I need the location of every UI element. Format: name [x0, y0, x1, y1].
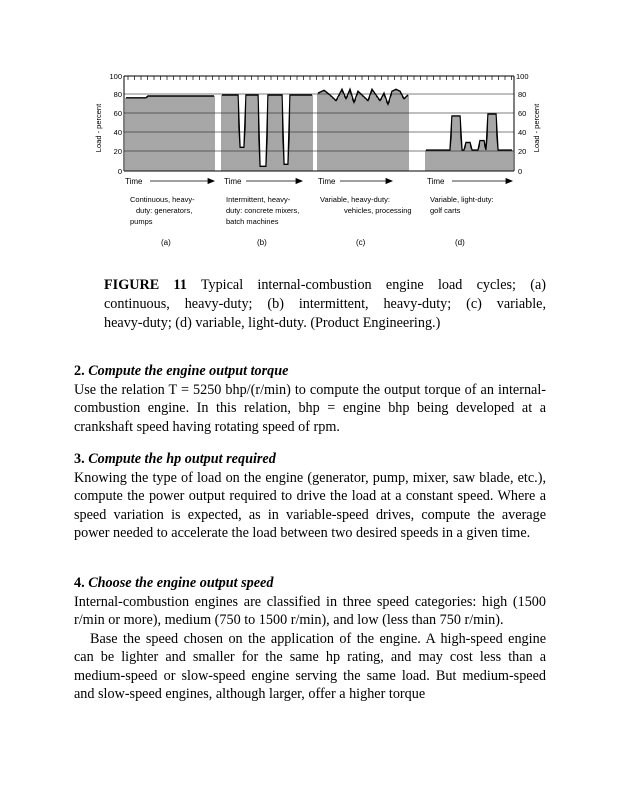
section-3-title: Compute the hp output required: [88, 451, 276, 467]
left-tick-80: 80: [113, 90, 122, 99]
panel-c-time-label: Time: [318, 177, 336, 186]
load-cycle-figure: [88, 68, 548, 253]
panel-a-desc-3: pumps: [130, 217, 153, 226]
panel-a-desc-2: duty: generators,: [136, 206, 193, 215]
caption-line-3: heavy-duty; (d) variable, light-duty. (Product Engineering.): [104, 315, 441, 331]
section-4-number: 4.: [74, 575, 85, 591]
right-tick-80: 80: [518, 90, 527, 99]
section-4-body: Internal-combustion engines are classified in three speed categories: high (1500 r/min or more), medium (750 to 1500 r/min), and low (less than 750 r/min).: [74, 593, 546, 628]
panel-d-time-label: Time: [427, 177, 445, 186]
section-2: [74, 362, 546, 436]
panel-a-desc-1: Continuous, heavy-: [130, 195, 195, 204]
panel-d-desc-1: Variable, light-duty:: [430, 195, 494, 204]
panel-b-desc-1: Intermittent, heavy-: [226, 195, 291, 204]
panel-a-tag: (a): [161, 238, 171, 247]
left-tick-0: 0: [117, 167, 122, 176]
section-2-body: Use the relation T = 5250 bhp/(r/min) to compute the output torque of an internal-combustion engine. In this relation, bhp = engine bhp being developed at a crankshaft speed having rotating speed of rpm.: [74, 381, 546, 435]
panel-c-desc-2: vehicles, processing: [344, 206, 412, 215]
caption-label: FIGURE 11: [104, 277, 187, 293]
panel-d-desc-2: golf carts: [430, 206, 461, 215]
right-tick-20: 20: [518, 147, 527, 156]
caption-line-2: continuous, heavy-duty; (b) intermittent, heavy-duty; (c) variable,: [104, 296, 546, 312]
section-3: [74, 450, 546, 543]
section-3-heading: [74, 450, 546, 469]
plot-frame: [124, 76, 514, 171]
panel-b-bar-outline: [222, 95, 312, 166]
left-axis-title: Load - percent: [94, 103, 103, 153]
section-4-heading: [74, 574, 546, 593]
section-2-title: Compute the engine output torque: [88, 363, 289, 379]
caption-line-1-text: Typical internal-combustion engine load cycles; (a): [200, 277, 546, 293]
panel-b-desc-3: batch machines: [226, 217, 279, 226]
caption-line-1: [104, 276, 546, 295]
top-axis-ticks: [128, 76, 512, 80]
section-2-heading: [74, 362, 546, 381]
section-3-number: 3.: [74, 451, 85, 467]
right-tick-0: 0: [518, 167, 523, 176]
panel-c-tag: (c): [356, 238, 366, 247]
right-tick-100: 100: [516, 72, 529, 81]
panel-b-desc-2: duty: concrete mixers,: [226, 206, 300, 215]
left-tick-20: 20: [113, 147, 122, 156]
panel-c-desc-1: Variable, heavy-duty:: [320, 195, 390, 204]
section-4: [74, 574, 546, 704]
panel-c-bar-outline: [318, 89, 408, 104]
panel-a-load-bars: [126, 96, 214, 171]
panel-b-load-bars: [222, 95, 312, 171]
right-tick-40: 40: [518, 128, 527, 137]
panel-b-tag: (b): [257, 238, 267, 247]
panel-b-time-label: Time: [224, 177, 242, 186]
panel-d-tag: (d): [455, 238, 465, 247]
section-2-number: 2.: [74, 363, 85, 379]
left-tick-40: 40: [113, 128, 122, 137]
right-axis-title: Load - percent: [532, 103, 541, 153]
section-4-body-2: Base the speed chosen on the application of the engine. A high-speed engine can be lighter and smaller for the same hp rating, and may cost less than a medium-speed or slow-speed engine serving the same load. But medium-speed and slow-speed engines, although larger, offer a higher torque: [74, 630, 546, 702]
figure-caption: [104, 276, 546, 333]
section-3-body: Knowing the type of load on the engine (generator, pump, mixer, saw blade, etc.), compute the power output required to drive the load at a constant speed. Where a speed variation is expected, as in variable-speed drives, compute the average power needed to accelerate the load between two desired speeds in a given time.: [74, 469, 546, 541]
panel-c-load-bars: [318, 89, 408, 171]
panel-d-load-bars: [426, 114, 512, 171]
section-4-title: Choose the engine output speed: [88, 575, 274, 591]
left-tick-100: 100: [109, 72, 122, 81]
right-tick-60: 60: [518, 109, 527, 118]
left-tick-60: 60: [113, 109, 122, 118]
panel-a-time-label: Time: [125, 177, 143, 186]
